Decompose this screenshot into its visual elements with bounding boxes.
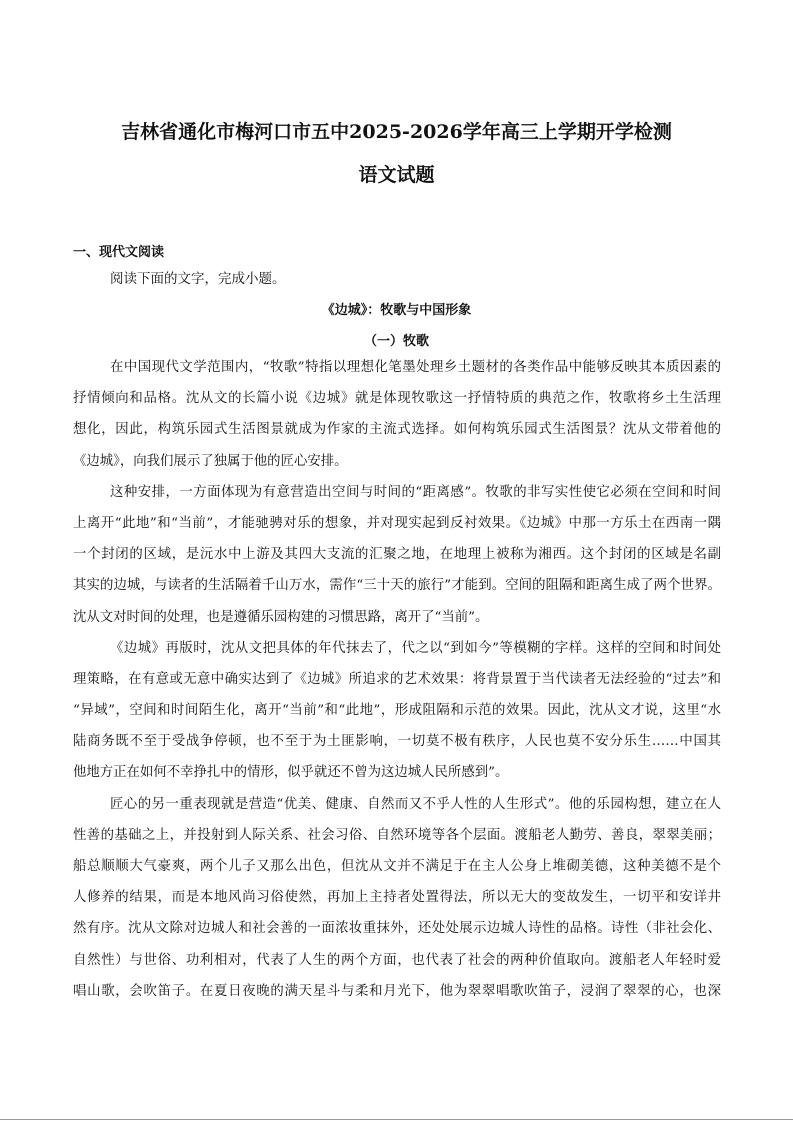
paragraph-line: 理策略，在有意或无意中确实达到了《边城》所追求的艺术效果：将背景置于当代读者无法经验的“过去”和 (73, 671, 721, 687)
article-paragraph (73, 359, 721, 484)
page-bottom-divider (0, 1119, 793, 1120)
paragraph-line: 船总顺顺大气豪爽，两个儿子又那么出色，但沈从文并不满足于在主人公身上堆砌美德，这种美德不是个 (73, 859, 721, 874)
article-title: 《边城》：牧歌与中国形象 (321, 303, 472, 318)
paragraph-line: 性善的基础之上，并投射到人际关系、社会习俗、自然环境等各个层面。渡船老人勤劳、善良，翠翠美丽； (73, 827, 721, 843)
paragraph-line: 然有序。沈从文除对边城人和社会善的一面浓妆重抹外，还处处展示边城人诗性的品格。诗性（非社会化、 (73, 921, 721, 937)
paragraph-line: 沈从文对时间的处理，也是遵循乐园构建的习惯思路，离开了“当前”。 (73, 609, 489, 625)
article-paragraph (73, 484, 721, 640)
article-body (73, 359, 721, 1014)
paragraph-line: 一个封闭的区域，是沅水中上游及其四大支流的汇聚之地，在地理上被称为湘西。这个封闭的区域是名副 (73, 547, 721, 563)
paragraph-line: 上离开“此地”和“当前”，才能驰骋对乐的想象，并对现实起到反衬效果。《边城》中那一方乐土在西南一隅 (73, 515, 721, 531)
paragraph-line: 陆商务既不至于受战争停顿，也不至于为土匪影响，一切莫不极有秩序，人民也莫不安分乐生……中国其 (73, 734, 721, 750)
paragraph-line: 抒情倾向和品格。沈从文的长篇小说《边城》就是体现牧歌这一抒情特质的典范之作，牧歌将乡土生活理 (73, 391, 721, 407)
paragraph-line: “异域”，空间和时间陌生化，离开“当前”和“此地”，形成阻隔和示范的效果。因此，沈从文才说，这里“水 (73, 703, 721, 719)
paragraph-line: 在中国现代文学范围内，“牧歌”特指以理想化笔墨处理乡土题材的各类作品中能够反映其本质因素的 (110, 360, 721, 375)
article-subheading: （一）牧歌 (363, 334, 429, 349)
paragraph-line: 《边城》再版时，沈从文把具体的年代抹去了，代之以“到如今”等模糊的字样。这样的空间和时间处 (110, 640, 721, 656)
paragraph-line: 匠心的另一重表现就是营造“优美、健康、自然而又不乎人性的人生形式”。他的乐园构想，建立在人 (110, 796, 721, 812)
paragraph-line: 想化，因此，构筑乐园式生活图景就成为作家的主流式选择。如何构筑乐园式生活图景？沈从文带着他的 (73, 422, 721, 438)
reading-instruction: 阅读下面的文字，完成小题。 (110, 271, 286, 287)
paragraph-line: 《边城》，向我们展示了独属于他的匠心安排。 (73, 453, 348, 469)
document-subtitle: 语文试题 (358, 164, 435, 186)
document-title: 吉林省通化市梅河口市五中2025-2026学年高三上学期开学检测 (121, 121, 672, 143)
section-heading: 一、现代文阅读 (73, 245, 165, 260)
article-paragraph (73, 640, 721, 796)
paragraph-line: 他地方正在如何不幸挣扎中的情形，似乎就还不曾为这边城人民所感到”。 (73, 765, 509, 781)
article-paragraph (73, 796, 721, 1014)
paragraph-line: 人修养的结果，而是本地风尚习俗使然，再加上主持者处置得法，所以无大的变故发生，一切平和安详井 (73, 890, 721, 906)
paragraph-line: 这种安排，一方面体现为有意营造出空间与时间的“距离感”。牧歌的非写实性使它必须在空间和时间 (110, 484, 721, 500)
paragraph-line: 其实的边城，与读者的生活隔着千山万水，需作“三十天的旅行”才能到。空间的阻隔和距离生成了两个世界。 (73, 578, 721, 594)
paragraph-line: 自然性）与世俗、功利相对，代表了人生的两个方面，也代表了社会的两种价值取向。渡船老人年轻时爱 (73, 952, 721, 968)
paragraph-line: 唱山歌，会吹笛子。在夏日夜晚的满天星斗与柔和月光下，他为翠翠唱歌吹笛子，浸润了翠翠的心，也深 (73, 983, 721, 999)
